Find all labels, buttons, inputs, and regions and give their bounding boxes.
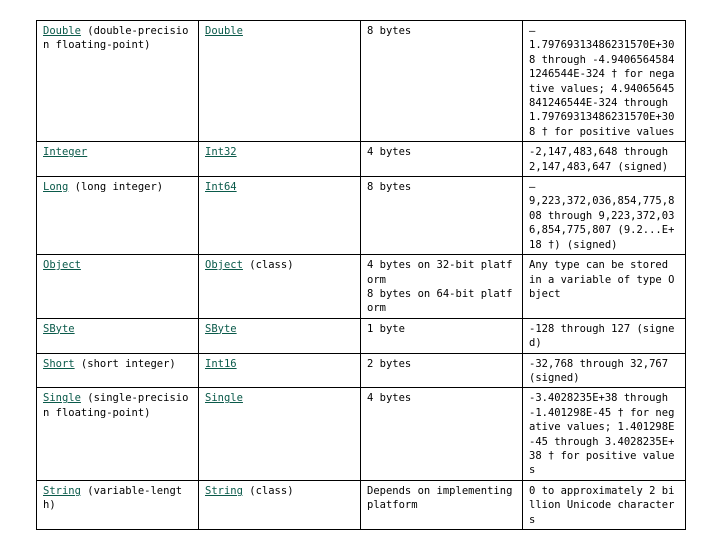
clr-type-cell xyxy=(199,21,361,142)
storage-size-cell: 2 bytes xyxy=(361,353,523,388)
vb-type-link[interactable]: Double xyxy=(43,25,81,37)
vb-type-link[interactable]: Single xyxy=(43,392,81,405)
clr-type-link[interactable]: Int32 xyxy=(205,146,237,159)
storage-size-cell: 8 bytes xyxy=(361,21,523,142)
vb-type-link[interactable]: Object xyxy=(43,259,81,272)
clr-type-link[interactable]: Object xyxy=(205,259,243,272)
table-row xyxy=(37,255,686,319)
vb-type-cell xyxy=(37,21,199,142)
clr-type-link[interactable]: SByte xyxy=(205,322,237,335)
vb-type-note: (single-precision floating-point) xyxy=(43,392,189,419)
vb-type-link[interactable]: Short xyxy=(43,357,75,370)
vb-type-note: (short integer) xyxy=(74,357,176,370)
storage-size-cell: 4 bytes on 32-bit platform 8 bytes on 64-bit platform xyxy=(361,255,523,319)
clr-type-link[interactable]: Int64 xyxy=(205,181,237,194)
vb-type-note: (double-precision floating-point) xyxy=(43,25,189,52)
table-row xyxy=(37,318,686,353)
data-types-table-body xyxy=(37,21,686,530)
vb-type-link[interactable]: SByte xyxy=(43,322,75,335)
clr-type-cell xyxy=(199,480,361,529)
value-range-cell: – 1.79769313486231570E+308 through -4.94065645841246544E-324 † for negative values; 4.94065645841246544E-324 through 1.79769313486231570E+308 † for positive values xyxy=(523,21,686,142)
vb-type-cell xyxy=(37,480,199,529)
vb-type-cell xyxy=(37,388,199,480)
table-row xyxy=(37,142,686,177)
storage-size-cell: 8 bytes xyxy=(361,177,523,255)
vb-type-cell xyxy=(37,142,199,177)
vb-type-cell xyxy=(37,255,199,319)
clr-type-cell xyxy=(199,142,361,177)
storage-size-cell: 1 byte xyxy=(361,318,523,353)
clr-type-cell xyxy=(199,318,361,353)
table-row xyxy=(37,177,686,255)
clr-type-link[interactable]: Int16 xyxy=(205,357,237,370)
storage-size-cell: 4 bytes xyxy=(361,142,523,177)
clr-type-cell xyxy=(199,388,361,480)
value-range-cell: -32,768 through 32,767 (signed) xyxy=(523,353,686,388)
data-types-table xyxy=(36,20,686,530)
vb-type-note: (long integer) xyxy=(68,181,164,194)
vb-type-link[interactable]: String xyxy=(43,484,81,497)
value-range-cell: -3.4028235E+38 through -1.401298E-45 † for negative values; 1.401298E-45 through 3.4028235E+38 † for positive values xyxy=(523,388,686,480)
clr-type-note: (class) xyxy=(242,259,294,272)
value-range-cell: – 9,223,372,036,854,775,808 through 9,223,372,036,854,775,807 (9.2...E+18 †) (signed) xyxy=(523,177,686,255)
vb-type-link[interactable]: Long xyxy=(43,181,69,194)
table-row xyxy=(37,388,686,480)
value-range-cell: 0 to approximately 2 billion Unicode characters xyxy=(523,480,686,529)
clr-type-link[interactable]: Single xyxy=(205,392,243,405)
vb-type-note: (variable-length) xyxy=(43,484,183,512)
vb-type-cell xyxy=(37,177,199,255)
clr-type-link[interactable]: String xyxy=(205,484,243,497)
clr-type-note: (class) xyxy=(242,484,294,497)
vb-type-cell xyxy=(37,353,199,388)
vb-type-cell xyxy=(37,318,199,353)
clr-type-cell xyxy=(199,353,361,388)
value-range-cell: -2,147,483,648 through 2,147,483,647 (signed) xyxy=(523,142,686,177)
table-row xyxy=(37,21,686,142)
vb-type-link[interactable]: Integer xyxy=(43,146,88,159)
storage-size-cell: Depends on implementing platform xyxy=(361,480,523,529)
value-range-cell: Any type can be stored in a variable of type Object xyxy=(523,255,686,319)
clr-type-cell xyxy=(199,177,361,255)
storage-size-cell: 4 bytes xyxy=(361,388,523,480)
clr-type-link[interactable]: Double xyxy=(205,25,243,37)
table-row xyxy=(37,480,686,529)
table-row xyxy=(37,353,686,388)
clr-type-cell xyxy=(199,255,361,319)
value-range-cell: -128 through 127 (signed) xyxy=(523,318,686,353)
